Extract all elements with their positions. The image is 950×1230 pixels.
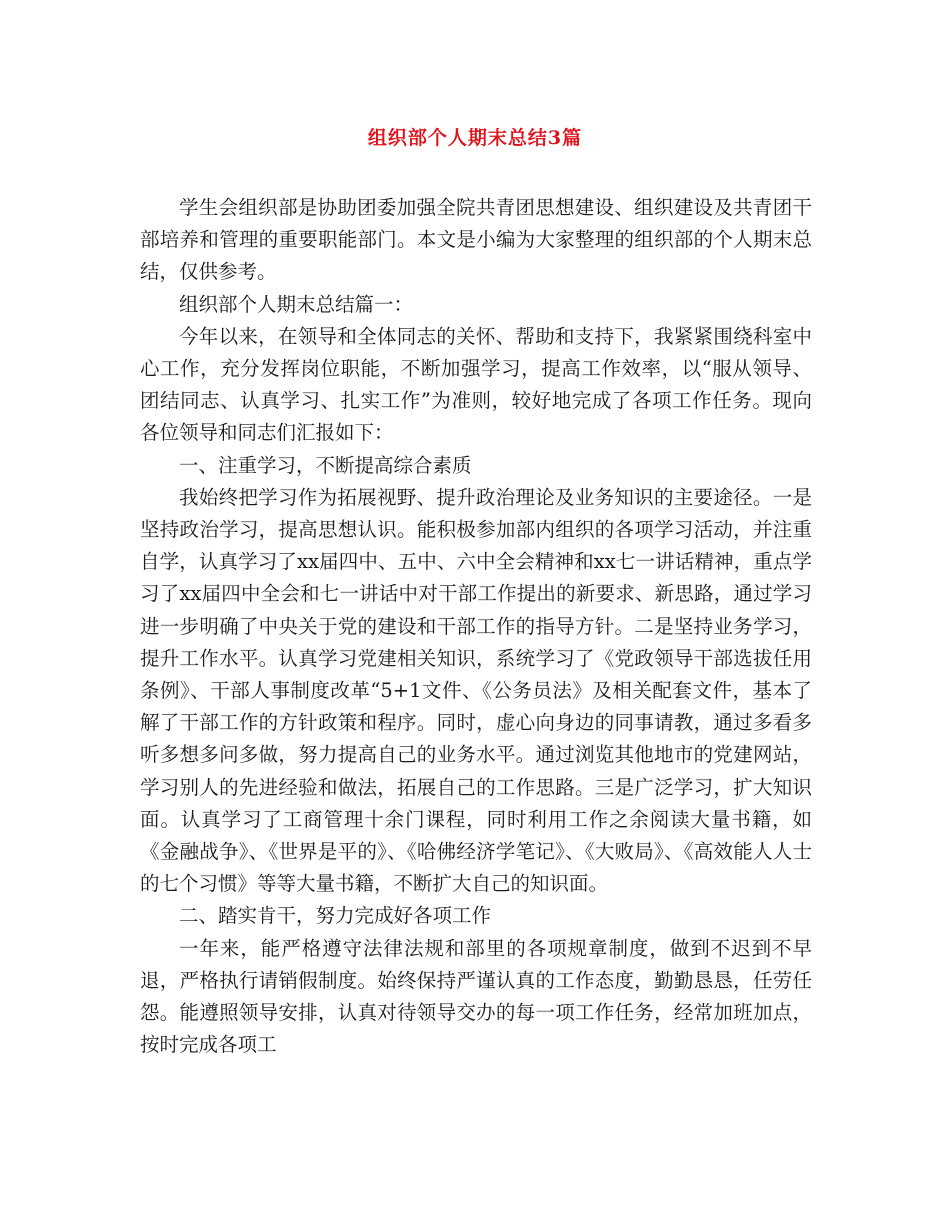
document-body <box>140 192 812 1061</box>
section-heading-part-one: 组织部个人期末总结篇一： <box>179 292 414 316</box>
study-paragraph: 我始终把学习作为拓展视野、提升政治理论及业务知识的主要途径。一是坚持政治学习，提高思想认识。能积极参加部内组织的各项学习活动，并注重自学，认真学习了xx届四中、五中、六中全会精神和xx七一讲话精神，重点学习了xx届四中全会和七一讲话中对干部工作提出的新要求、新思路，通过学习进一步明确了中央关于党的建设和干部工作的指导方针。二是坚持业务学习，提升工作水平。认真学习党建相关知识，系统学习了《党政领导干部选拔任用条例》、干部人事制度改革“5+1文件、《公务员法》及相关配套文件，基本了解了干部工作的方针政策和程序。同时，虚心向身边的同事请教，通过多看多听多想多问多做，努力提高自己的业务水平。通过浏览其他地市的党建网站，学习别人的先进经验和做法，拓展自己的工作思路。三是广泛学习，扩大知识面。认真学习了工商管理十余门课程，同时利用工作之余阅读大量书籍，如《金融战争》、《世界是平的》、《哈佛经济学笔记》、《大败局》、《高效能人人士的七个习惯》等等大量书籍，不断扩大自己的知识面。 <box>140 485 812 896</box>
document-title: 组织部个人期末总结3篇 <box>367 127 583 149</box>
heading-work: 二、踏实肯干，努力完成好各项工作 <box>179 904 492 928</box>
opening-paragraph: 今年以来，在领导和全体同志的关怀、帮助和支持下，我紧紧围绕科室中心工作，充分发挥岗位职能，不断加强学习，提高工作效率，以“服从领导、团结同志、认真学习、扎实工作”为准则，较好地完成了各项工作任务。现向各位领导和同志们汇报如下： <box>140 324 812 445</box>
intro-paragraph: 学生会组织部是协助团委加强全院共青团思想建设、组织建设及共青团干部培养和管理的重要职能部门。本文是小编为大家整理的组织部的个人期末总结，仅供参考。 <box>140 196 812 284</box>
work-paragraph: 一年来，能严格遵守法律法规和部里的各项规章制度，做到不迟到不早退，严格执行请销假制度。始终保持严谨认真的工作态度，勤勤恳恳，任劳任怨。能遵照领导安排，认真对待领导交办的每一项工作任务，经常加班加点，按时完成各项工 <box>140 936 812 1057</box>
heading-study: 一、注重学习，不断提高综合素质 <box>179 453 472 477</box>
